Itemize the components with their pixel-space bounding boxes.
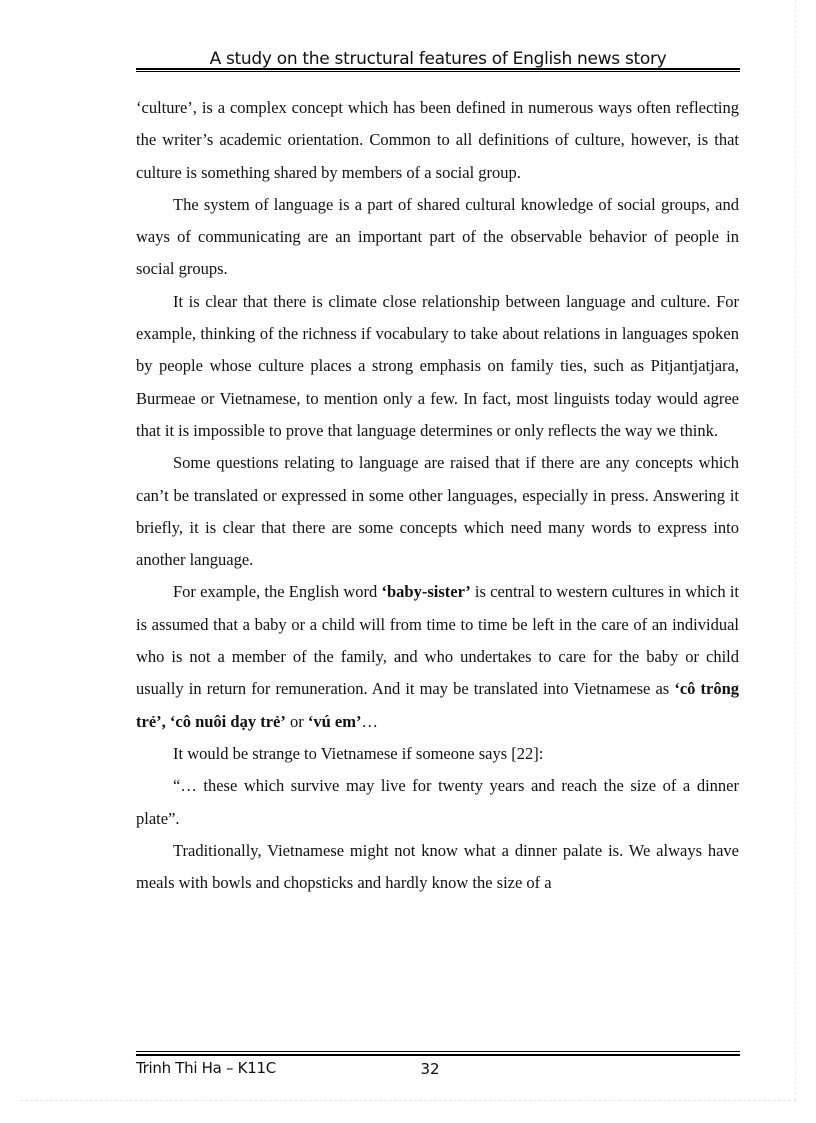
paragraph-4: Some questions relating to language are raised that if there are any concepts which can’t be translated or expressed in some other languages, especially in press. Answering it briefly, it is clear that there are some concepts which need many words to express into another language. (136, 453, 739, 570)
page-body (136, 92, 739, 899)
term-baby-sister: ‘baby-sister’ (381, 582, 471, 602)
page-edge-right (795, 0, 796, 1100)
page-edge-bottom (20, 1100, 796, 1101)
paragraph-5-text-4: … (361, 711, 378, 731)
paragraph-8: Traditionally, Vietnamese might not know what a dinner palate is. We always have meals with bowls and chopsticks and hardly know the size of a (136, 840, 739, 893)
header-rule (136, 68, 740, 72)
term-vietnamese-translations: ‘cô trông trẻ’, ‘cô nuôi dạy trẻ’ (136, 679, 739, 731)
term-vu-em: ‘vú em’ (307, 711, 362, 731)
paragraph-5-text-2: is central to western cultures in which it is assumed that a baby or a child will from time to time be left in the care of an individual who is not a member of the family, and who undertakes to care for the baby or child usually in return for remuneration. And it may be translated into Vietnamese as (136, 582, 740, 699)
paragraph-5-text-3: or (285, 711, 308, 731)
quotation: “… these which survive may live for twenty years and reach the size of a dinner plate”. (136, 776, 739, 828)
paragraph-5-text-1: For example, the English word (173, 582, 382, 602)
paragraph-5 (136, 576, 739, 737)
page-number: 32 (420, 1060, 440, 1078)
paragraph-1: ‘culture’, is a complex concept which has been defined in numerous ways often reflecting the writer’s academic orientation. Common to all definitions of culture, however, is that culture is something shared by members of a social group. (136, 98, 739, 182)
footer-rule (136, 1051, 740, 1056)
running-header-title: A study on the structural features of English news story (209, 49, 667, 69)
paragraph-2: The system of language is a part of shared cultural knowledge of social groups, and ways of communicating are an important part of the observable behavior of people in social groups. (136, 194, 739, 279)
footer-author: Trinh Thi Ha – K11C (136, 1059, 276, 1077)
paragraph-6: It would be strange to Vietnamese if someone says [22]: (173, 743, 544, 763)
paragraph-3: It is clear that there is climate close relationship between language and culture. For example, thinking of the richness if vocabulary to take about relations in languages spoken by people whose culture places a strong emphasis on family ties, such as Pitjantjatjara, Burmeae or Vietnamese, to mention only a few. In fact, most linguists today would agree that it is impossible to prove that language determines or only reflects the way we think. (136, 291, 739, 440)
